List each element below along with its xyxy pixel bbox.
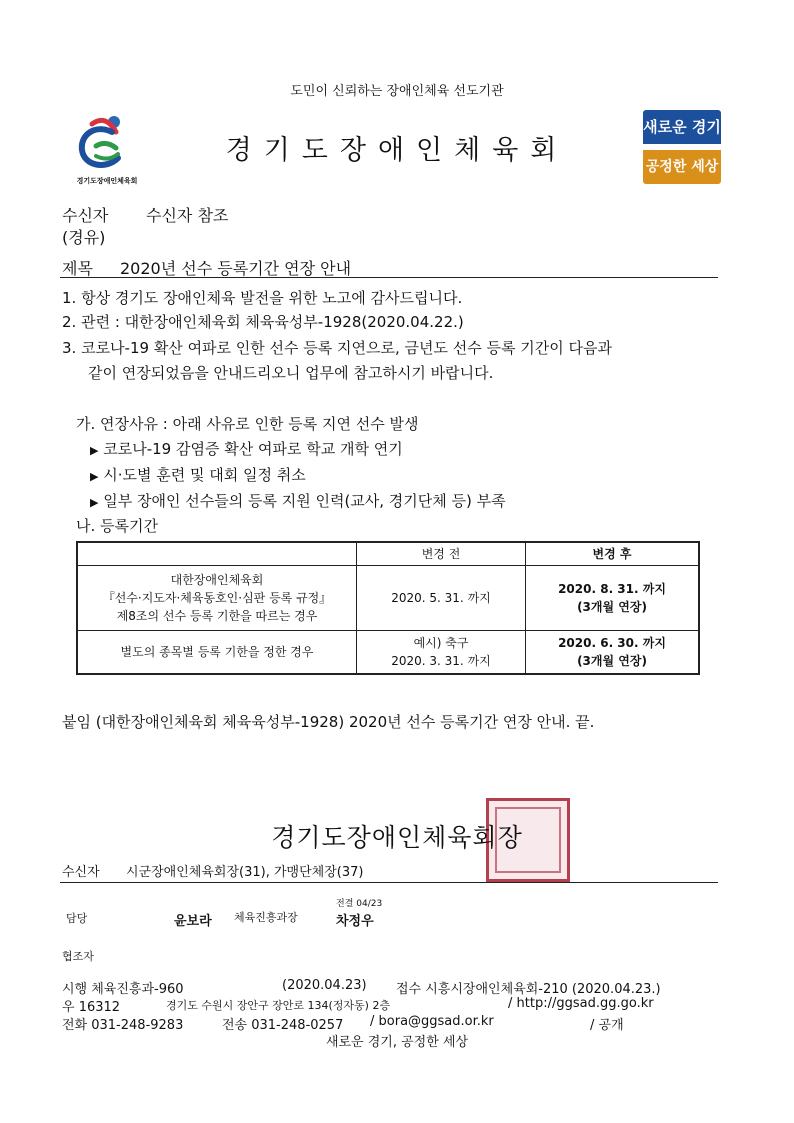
after-line-2: (3개월 연장) — [577, 600, 647, 614]
footer-enforcement: 시행 체육진흥과-960 — [62, 982, 184, 997]
table-cell-before: 2020. 5. 31. 까지 — [357, 566, 526, 631]
table-row — [77, 566, 699, 631]
table-row — [77, 631, 699, 675]
target-line-2: 『선수·지도자·체육동호인·심판 등록 규정』 — [102, 591, 332, 605]
signature-divider — [60, 882, 718, 883]
subject-value: 2020년 선수 등록기간 연장 안내 — [120, 259, 352, 278]
attachment-line: 붙임 (대한장애인체육회 체육육성부-1928) 2020년 선수 등록기간 연장 안내. 끝. — [62, 713, 595, 731]
bullet-item-2 — [90, 464, 306, 485]
table-header-row — [77, 542, 699, 566]
footer-slogan: 새로운 경기, 공정한 세상 — [325, 1035, 469, 1050]
recipients-value: 시군장애인체육회장(31), 가맹단체장(37) — [126, 865, 364, 880]
bullet-item-3 — [90, 490, 506, 511]
footer-phone: 전화 031-248-9283 — [62, 1018, 184, 1033]
after-line-1: 2020. 6. 30. 까지 — [558, 636, 666, 650]
bullet-item-1 — [90, 438, 403, 459]
via-label: (경유) — [62, 228, 106, 247]
triangle-bullet-icon: ▶ — [90, 444, 99, 457]
footer-postal-code: 우 16312 — [62, 1000, 121, 1015]
subject-divider — [60, 277, 718, 278]
after-line-2: (3개월 연장) — [577, 654, 647, 668]
table-header-before: 변경 전 — [357, 542, 526, 566]
registration-period-table — [76, 541, 700, 675]
bullet-text-1: 코로나-19 감염증 확산 여파로 학교 개학 연기 — [103, 440, 403, 458]
section-ga: 가. 연장사유 : 아래 사유로 인한 등록 지연 선수 발생 — [76, 415, 419, 433]
drafter-name: 윤보라 — [174, 914, 212, 929]
cooperator-label: 협조자 — [62, 950, 94, 963]
bullet-text-3: 일부 장애인 선수들의 등록 지원 인력(교사, 경기단체 등) 부족 — [103, 492, 506, 510]
paragraph-1: 1. 항상 경기도 장애인체육 발전을 위한 노고에 감사드립니다. — [62, 289, 463, 307]
paragraph-3-line-2: 같이 연장되었음을 안내드리오니 업무에 참고하시기 바랍니다. — [88, 364, 494, 382]
footer-disclosure: / 공개 — [590, 1018, 624, 1033]
footer-email: / bora@ggsad.or.kr — [370, 1014, 494, 1029]
recipient-label: 수신자 — [62, 206, 109, 225]
footer-enforcement-date: (2020.04.23) — [282, 978, 367, 993]
before-line-2: 2020. 3. 31. 까지 — [391, 654, 491, 668]
recipient-value: 수신자 참조 — [146, 206, 229, 225]
manager-title: 체육진흥과장 — [234, 911, 298, 924]
header-slogan: 도민이 신뢰하는 장애인체육 선도기관 — [290, 84, 504, 99]
target-line-3: 제8조의 선수 등록 기한을 따르는 경우 — [116, 609, 318, 623]
table-cell-target: 별도의 종목별 등록 기한을 정한 경우 — [77, 631, 357, 675]
manager-name: 차정우 — [336, 914, 374, 929]
badge-top-text: 새로운 경기 — [643, 110, 721, 144]
section-na: 나. 등록기간 — [76, 517, 158, 535]
table-cell-target — [77, 566, 357, 631]
badge-bottom-text: 공정한 세상 — [643, 150, 721, 184]
before-line-1: 예시) 축구 — [413, 636, 469, 650]
table-cell-before — [357, 631, 526, 675]
footer-receipt: 접수 시흥시장애인체육회-210 (2020.04.23.) — [396, 982, 661, 997]
paragraph-2: 2. 관련 : 대한장애인체육회 체육육성부-1928(2020.04.22.) — [62, 313, 464, 331]
logo-text: 경기도장애인체육회 — [76, 177, 138, 185]
table-header-after: 변경 후 — [526, 542, 700, 566]
drafter-label: 담당 — [66, 912, 88, 925]
footer-website: / http://ggsad.gg.go.kr — [508, 996, 654, 1011]
table-cell-after — [526, 631, 700, 675]
target-line-1: 대한장애인체육회 — [170, 573, 264, 587]
after-line-1: 2020. 8. 31. 까지 — [558, 582, 666, 596]
organization-title: 경기도장애인체육회 — [225, 135, 569, 166]
signature-title: 경기도장애인체육회장 — [271, 823, 523, 852]
recipients-label: 수신자 — [62, 865, 100, 880]
slogan-badge — [643, 110, 721, 184]
subject-label: 제목 — [62, 259, 93, 278]
paragraph-3-line-1: 3. 코로나-19 확산 여파로 인한 선수 등록 지연으로, 금년도 선수 등록 기간이 다음과 — [62, 339, 612, 357]
final-approval-note: 전결 04/23 — [336, 899, 383, 909]
bullet-text-2: 시·도별 훈련 및 대회 일정 취소 — [103, 466, 306, 484]
table-header-cell — [77, 542, 357, 566]
triangle-bullet-icon: ▶ — [90, 496, 99, 509]
footer-address: 경기도 수원시 장안구 장안로 134(정자동) 2층 — [166, 999, 391, 1012]
table-cell-after — [526, 566, 700, 631]
triangle-bullet-icon: ▶ — [90, 470, 99, 483]
footer-fax: 전송 031-248-0257 — [222, 1018, 344, 1033]
